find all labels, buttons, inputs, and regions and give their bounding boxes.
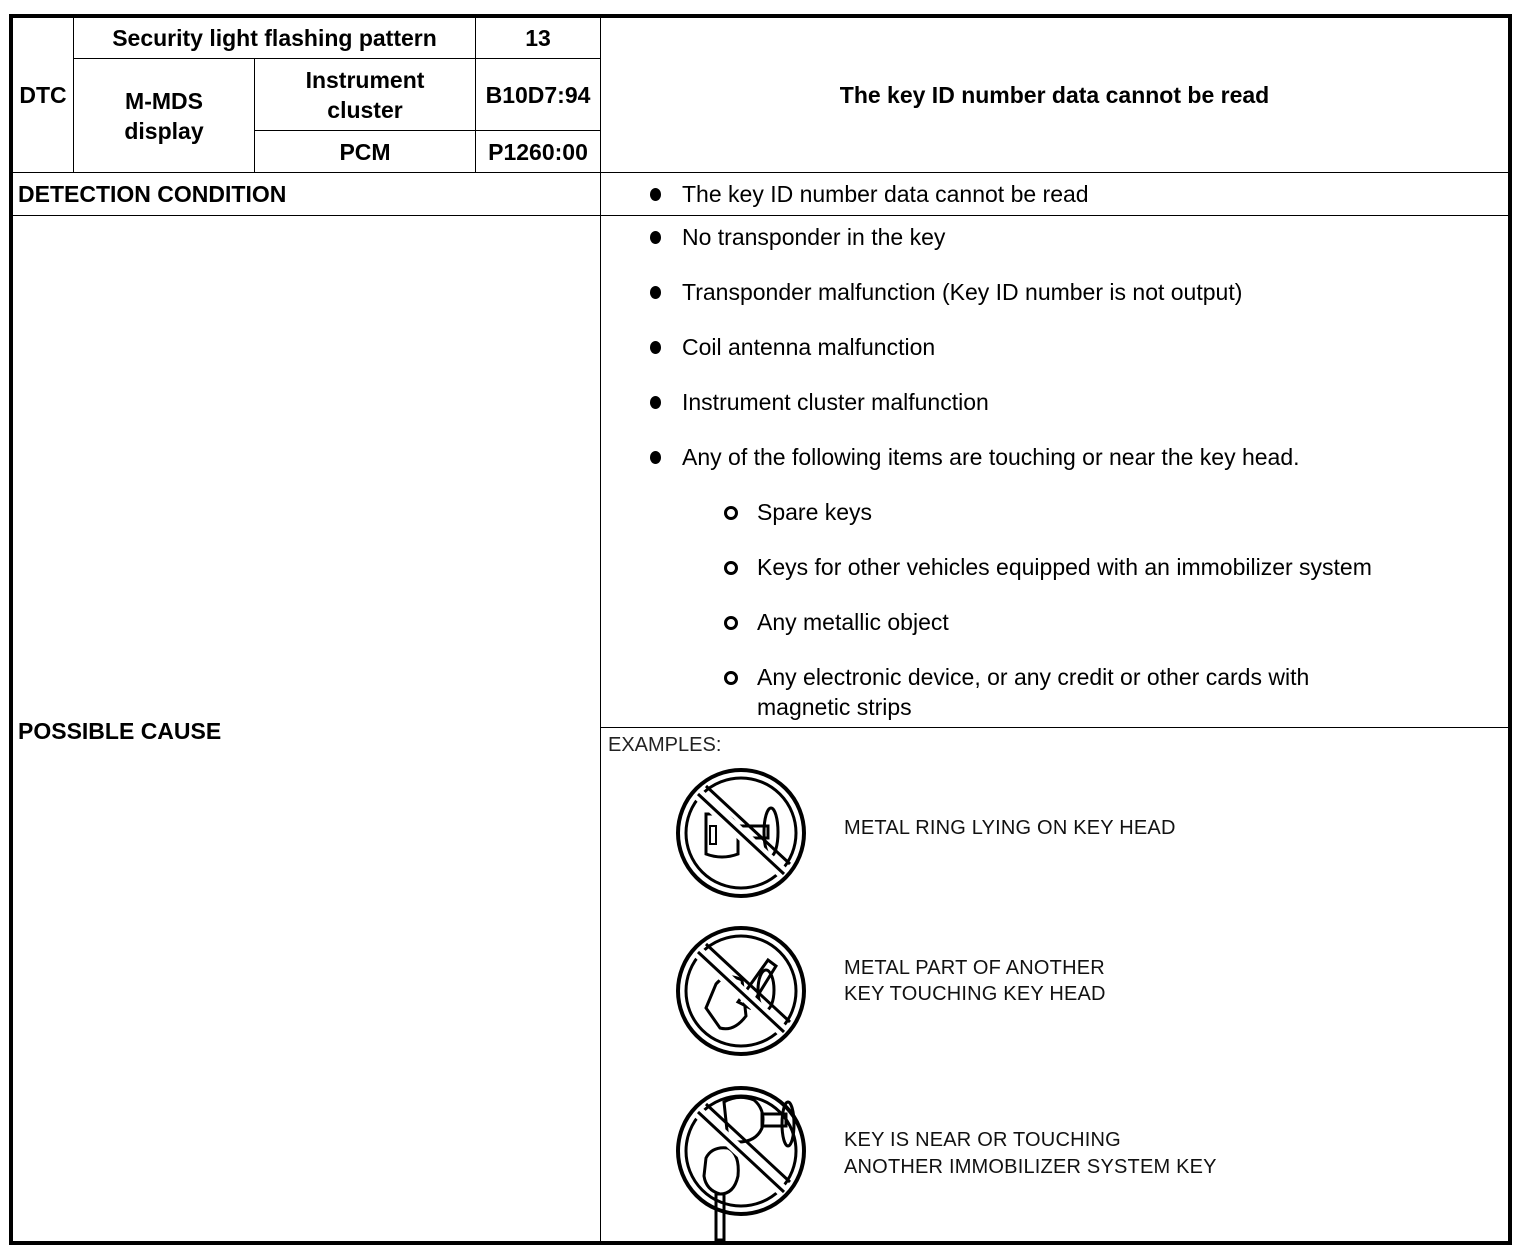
cause-sub-item: Keys for other vehicles equipped with an immobilizer system: [757, 554, 1372, 580]
bullet-icon: [650, 286, 661, 299]
bullet-icon: [650, 231, 661, 244]
cause-sub-item: Spare keys: [757, 499, 873, 525]
no-other-key-touching-icon: [672, 924, 810, 1058]
example-caption: ANOTHER IMMOBILIZER SYSTEM KEY: [844, 1156, 1217, 1178]
cause-sub-item: Any metallic object: [757, 609, 949, 635]
sub-bullet-icon: [724, 671, 738, 685]
possible-cause-label: POSSIBLE CAUSE: [18, 718, 222, 744]
divider: [13, 215, 1508, 216]
module-instrument-cluster: Instrument cluster: [305, 66, 425, 123]
bullet-icon: [650, 451, 661, 464]
dtc-label: DTC: [19, 81, 67, 108]
divider: [13, 172, 1508, 173]
cause-sub-item-continuation: magnetic strips: [757, 694, 912, 720]
module-pcm: PCM: [339, 138, 391, 165]
sub-bullet-icon: [724, 616, 738, 630]
dtc-code-b10d7: B10D7:94: [485, 81, 591, 108]
cause-sub-item: Any electronic device, or any credit or other cards with: [757, 664, 1310, 690]
sub-bullet-icon: [724, 506, 738, 520]
bullet-icon: [650, 396, 661, 409]
example-caption: METAL RING LYING ON KEY HEAD: [844, 817, 1176, 839]
example-caption: KEY TOUCHING KEY HEAD: [844, 983, 1106, 1005]
cause-item: Instrument cluster malfunction: [682, 389, 989, 415]
detection-condition-label: DETECTION CONDITION: [18, 181, 287, 207]
cause-item: Any of the following items are touching or near the key head.: [682, 444, 1300, 470]
dtc-code-p1260: P1260:00: [488, 138, 588, 165]
dtc-title: The key ID number data cannot be read: [839, 81, 1270, 108]
bullet-icon: [650, 188, 661, 201]
cause-item: Transponder malfunction (Key ID number is not output): [682, 279, 1243, 305]
example-caption: KEY IS NEAR OR TOUCHING: [844, 1129, 1121, 1151]
sub-bullet-icon: [724, 561, 738, 575]
cause-item: Coil antenna malfunction: [682, 334, 936, 360]
flash-pattern-label: Security light flashing pattern: [112, 24, 437, 51]
mmds-label: M-MDS display: [124, 87, 204, 144]
no-immobilizer-key-near-icon: [672, 1084, 810, 1242]
examples-header: EXAMPLES:: [608, 734, 722, 756]
example-caption: METAL PART OF ANOTHER: [844, 957, 1105, 979]
cause-item: No transponder in the key: [682, 224, 946, 250]
bullet-icon: [650, 341, 661, 354]
divider: [600, 727, 1508, 728]
detection-item: The key ID number data cannot be read: [682, 181, 1089, 207]
divider: [600, 17, 601, 1242]
no-metal-ring-icon: [672, 766, 810, 900]
flash-pattern-value: 13: [525, 24, 551, 51]
